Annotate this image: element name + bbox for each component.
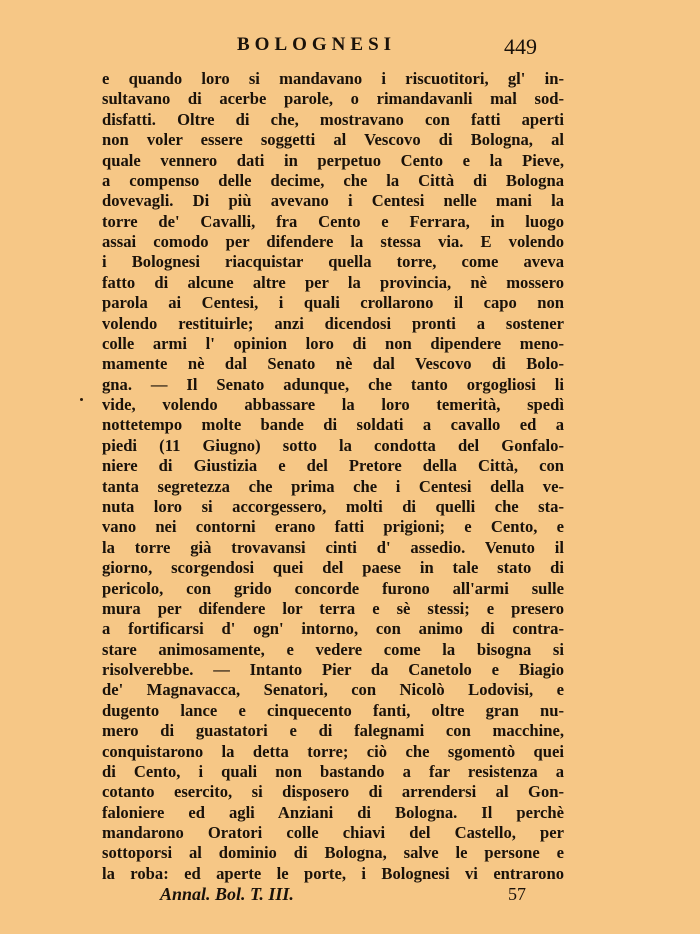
text-line: la roba: ed aperte le porte, i Bolognesi vi entrarono xyxy=(102,863,564,883)
text-line: assai comodo per difendere la stessa via. E volendo xyxy=(102,232,564,252)
text-line: vide, volendo abbassare la loro temerità, spedì xyxy=(102,395,564,415)
text-line: a compenso delle decime, che la Città di Bologna xyxy=(102,170,564,190)
text-line: cotanto esercito, si disposero di arrendersi al Gon- xyxy=(102,782,564,802)
text-line: stare animosamente, e vedere come la bisogna si xyxy=(102,639,564,659)
text-line: risolverebbe. — Intanto Pier da Canetolo e Biagio xyxy=(102,660,564,680)
running-head xyxy=(0,30,700,66)
text-line: dugento lance e cinquecento fanti, oltre gran nu- xyxy=(102,700,564,720)
text-line: giorno, scorgendosi quei del paese in tale stato di xyxy=(102,558,564,578)
text-line: de' Magnavacca, Senatori, con Nicolò Lodovisi, e xyxy=(102,680,564,700)
text-line: di Cento, i quali non bastando a far resistenza a xyxy=(102,761,564,781)
page-footer xyxy=(0,884,700,910)
text-line: a fortificarsi d' ogn' intorno, con animo di contra- xyxy=(102,619,564,639)
text-line: non voler essere soggetti al Vescovo di Bologna, al xyxy=(102,130,564,150)
text-line: niere di Giustizia e del Pretore della Città, con xyxy=(102,456,564,476)
text-line: fatto di alcune altre per la provincia, nè mossero xyxy=(102,272,564,292)
text-line: mero di guastatori e di falegnami con macchine, xyxy=(102,721,564,741)
text-line: pericolo, con grido concorde furono all'armi sulle xyxy=(102,578,564,598)
text-line: nuta loro si accorgessero, molti di quelli che sta- xyxy=(102,496,564,516)
text-line: quale vennero dati in perpetuo Cento e la Pieve, xyxy=(102,150,564,170)
text-line: mandarono Oratori colle chiavi del Castello, per xyxy=(102,823,564,843)
text-line: volendo restituirle; anzi dicendosi pronti a sostener xyxy=(102,313,564,333)
text-line: tanta segretezza che prima che i Centesi della ve- xyxy=(102,476,564,496)
text-line: piedi (11 Giugno) sotto la condotta del Gonfalo- xyxy=(102,435,564,455)
text-line: parola ai Centesi, i quali crollarono il capo non xyxy=(102,293,564,313)
text-line: sottoporsi al dominio di Bologna, salve le persone e xyxy=(102,843,564,863)
text-line: faloniere ed agli Anziani di Bologna. Il perchè xyxy=(102,802,564,822)
text-line: disfatti. Oltre di che, mostravano con fatti aperti xyxy=(102,109,564,129)
text-line: gna. — Il Senato adunque, che tanto orgogliosi li xyxy=(102,374,564,394)
text-line: e quando loro si mandavano i riscuotitori, gl' in- xyxy=(102,69,564,88)
text-line: vano nei contorni erano fatti prigioni; e Cento, e xyxy=(102,517,564,537)
signature-mark: 57 xyxy=(508,884,526,904)
page-number: 449 xyxy=(504,34,537,59)
text-line: la torre già trovavansi cinti d' assedio. Venuto il xyxy=(102,537,564,557)
text-line: mamente nè dal Senato nè dal Vescovo di Bolo- xyxy=(102,354,564,374)
text-line: i Bolognesi riacquistar quella torre, come aveva xyxy=(102,252,564,272)
text-line: mura per difendere lor terra e sè stessi; e presero xyxy=(102,598,564,618)
text-line: nottetempo molte bande di soldati a cavallo ed a xyxy=(102,415,564,435)
running-title: BOLOGNESI xyxy=(237,34,397,55)
text-line: torre de' Cavalli, fra Cento e Ferrara, in luogo xyxy=(102,211,564,231)
ink-speck xyxy=(80,398,83,401)
text-line: dovevagli. Di più avevano i Centesi nelle mani la xyxy=(102,191,564,211)
printer-signature: Annal. Bol. T. III. xyxy=(160,884,294,904)
text-line: conquistarono la detta torre; ciò che sgomentò quei xyxy=(102,741,564,761)
text-line: sultavano di acerbe parole, o rimandavanli mal sod- xyxy=(102,89,564,109)
text-line: colle armi l' opinion loro di non dipendere meno- xyxy=(102,333,564,353)
